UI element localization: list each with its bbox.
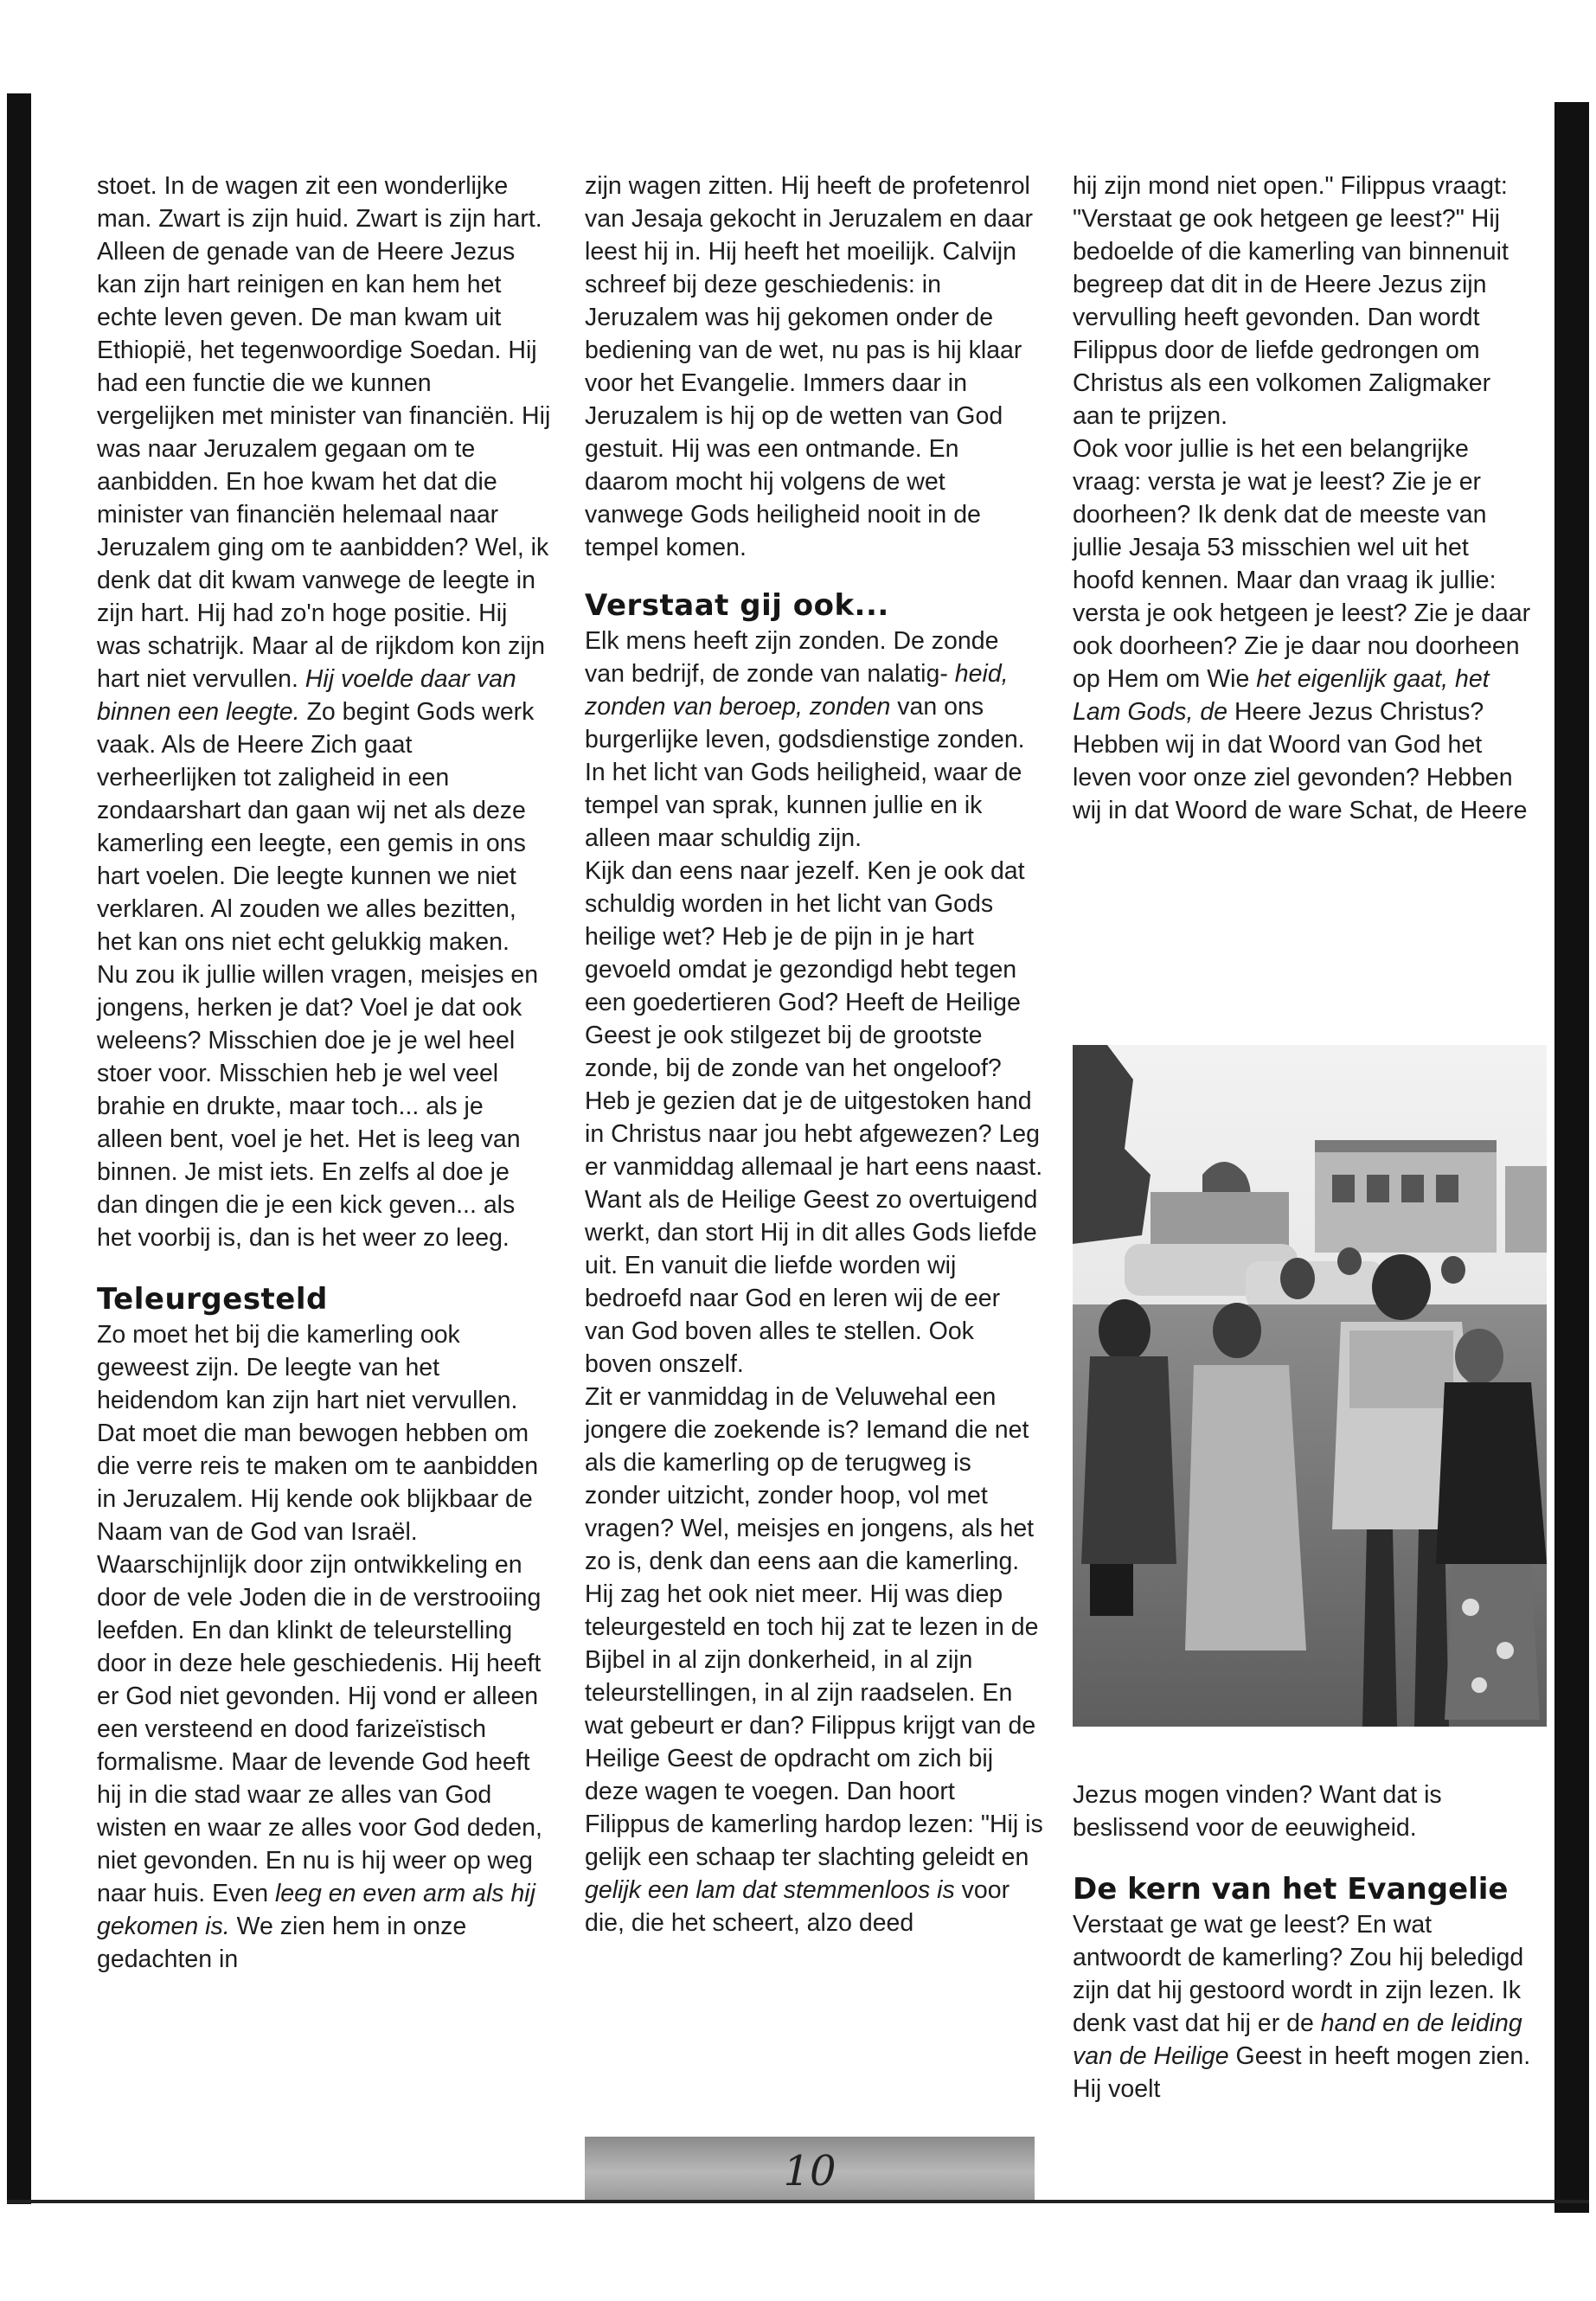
- paragraph: Kijk dan eens naar jezelf. Ken je ook dat schuldig worden in het licht van Gods heilige wet? Heb je de pijn in je hart gevoeld omdat je gezondigd hebt tegen een goedertieren God? Heeft de Heilige Geest je ook stilgezet bij de grootste zonde, bij de zonde van het ongeloof? Heb je gezien dat je de uitgestoken hand in Christus naar jou hebt afgewezen? Leg er vanmiddag allemaal je hart eens naast. Want als de Heilige Geest zo overtuigend werkt, dan stort Hij in dit alles Gods liefde uit. En vanuit die liefde worden wij bedroefd naar God en leren wij de eer van God boven alles te stellen. Ook boven onszelf.: [585, 857, 1043, 1378]
- paragraph: Verstaat ge wat ge leest? En wat antwoordt de kamerling? Zou hij beledigd zijn dat hij gestoord wordt in zijn lezen. Ik denk vast dat hij er de hand en de leiding van de Heilige Geest in heeft mogen zien. Hij voelt: [1073, 1911, 1531, 2103]
- paragraph: Elk mens heeft zijn zonden. De zonde van bedrijf, de zonde van nalatig- heid, zonden van beroep, zonden van ons burgerlijke leven, godsdienstige zonden. In het licht van Gods heiligheid, waar de tempel van sprak, kunnen jullie en ik alleen maar schuldig zijn.: [585, 627, 1025, 852]
- paragraph: zijn wagen zitten. Hij heeft de profetenrol van Jesaja gekocht in Jeruzalem en daar leest hij in. Hij heeft het moeilijk. Calvijn schreef bij deze geschiedenis: in Jeruzalem was hij gekomen onder de bediening van de wet, nu pas is hij klaar voor het Evangelie. Immers daar in Jeruzalem is hij op de wetten van God gestuit. Hij was een ontmande. En daarom mocht hij volgens de wet vanwege Gods heiligheid nooit in de tempel komen.: [585, 172, 1034, 561]
- page-number: 10: [783, 2147, 836, 2195]
- scan-edge-left: [7, 93, 31, 2204]
- bottom-rule: [7, 2200, 1589, 2203]
- section-heading-verstaat: Verstaat gij ook...: [585, 588, 889, 623]
- paragraph: Nu zou ik jullie willen vragen, meisjes en jongens, herken je dat? Voel je dat ook weleens? Misschien doe je je wel heel stoer voor. Misschien heb je wel veel brahie en drukte, maar toch... als je alleen bent, voel je het. Het is leeg van binnen. Je mist iets. En zelfs al doe je dan dingen die je een kick geven... als het voorbij is, dan is het weer zo leeg.: [97, 961, 539, 1252]
- column-left: [97, 170, 555, 1976]
- paragraph: stoet. In de wagen zit een wonderlijke man. Zwart is zijn huid. Zwart is zijn hart. Alleen de genade van de Heere Jezus kan zijn hart reinigen en kan hem het echte leven geven. De man kwam uit Ethiopië, het tegenwoordige Soedan. Hij had een functie die we kunnen vergelijken met minister van financiën. Hij was naar Jeruzalem gegaan om te aanbidden. En hoe kwam het dat die minister van financiën helemaal naar Jeruzalem ging om te aanbidden? Wel, ik denk dat dit kwam vanwege de leegte in zijn hart. Hij had zo'n hoge positie. Hij was schatrijk. Maar al de rijkdom kon zijn hart niet vervullen. Hij voelde daar van binnen een leegte. Zo begint Gods werk vaak. Als de Heere Zich gaat verheerlijken tot zaligheid in een zondaarshart dan gaan wij net als deze kamerling een leegte, een gemis in ons hart voelen. Die leegte kunnen we niet verklaren. Al zouden we alles bezitten, het kan ons niet echt gelukkig maken.: [97, 172, 551, 956]
- scan-edge-right: [1554, 102, 1589, 2213]
- section-heading-teleurgesteld: Teleurgesteld: [97, 1282, 328, 1317]
- paragraph: Zit er vanmiddag in de Veluwehal een jongere die zoekende is? Iemand die net als die kamerling op de terugweg is zonder uitzicht, zonder hoop, vol met vragen? Wel, meisjes en jongens, als het zo is, denk dan eens aan die kamerling. Hij zag het ook niet meer. Hij was diep teleurgesteld en toch hij zat te lezen in de Bijbel in al zijn donkerheid, in al zijn teleurstellingen, in al zijn raadselen. En wat gebeurt er dan? Filippus krijgt van de Heilige Geest de opdracht om zich bij deze wagen te voegen. Dan hoort Filippus de kamerling hardop lezen: "Hij is gelijk een schaap ter slachting geleidt en gelijk een lam dat stemmenloos is voor die, die het scheert, alzo deed: [585, 1383, 1043, 1937]
- photo-illustration: [1073, 1045, 1547, 1727]
- paragraph: Ook voor jullie is het een belangrijke vraag: versta je wat je leest? Zie je er doorheen? Ik denk dat de meeste van jullie Jesaja 53 misschien wel uit het hoofd kennen. Maar dan vraag ik jullie: versta je ook hetgeen je leest? Zie je daar ook doorheen? Zie je daar nou doorheen op Hem om Wie het eigenlijk gaat, het Lam Gods, de Heere Jezus Christus? Hebben wij in dat Woord van God het leven voor onze ziel gevonden? Hebben wij in dat Woord de ware Schat, de Heere: [1073, 435, 1531, 824]
- column-right: [1073, 170, 1531, 827]
- photo-crowd: [1073, 1045, 1547, 1727]
- paragraph: Jezus mogen vinden? Want dat is beslissend voor de eeuwigheid.: [1073, 1781, 1442, 1842]
- column-middle: [585, 170, 1043, 1939]
- paragraph: Zo moet het bij die kamerling ook geweest zijn. De leegte van het heidendom kan zijn hart niet vervullen. Dat moet die man bewogen hebben om die verre reis te maken om te aanbidden in Jeruzalem. Hij kende ook blijkbaar de Naam van de God van Israël. Waarschijnlijk door zijn ontwikkeling en door de vele Joden die in de verstrooiing leefden. En dan klinkt de teleurstelling door in deze hele geschiedenis. Hij heeft er God niet gevonden. Hij vond er alleen een versteend en dood farizeïstisch formalisme. Maar de levende God heeft hij in die stad waar ze alles van God wisten en waar ze alles voor God deden, niet gevonden. En nu is hij weer op weg naar huis. Even leeg en even arm als hij gekomen is. We zien hem in onze gedachten in: [97, 1321, 542, 1973]
- page-number-tab: [585, 2137, 1035, 2201]
- column-right-continued: [1073, 1779, 1531, 2106]
- section-heading-kern: De kern van het Evangelie: [1073, 1872, 1509, 1907]
- paragraph: hij zijn mond niet open." Filippus vraagt: "Verstaat ge ook hetgeen ge leest?" Hij bedoelde of die kamerling van binnenuit begreep dat dit in de Heere Jezus zijn vervulling heeft gevonden. Dan wordt Filippus door de liefde gedrongen om Christus als een volkomen Zaligmaker aan te prijzen.: [1073, 172, 1509, 430]
